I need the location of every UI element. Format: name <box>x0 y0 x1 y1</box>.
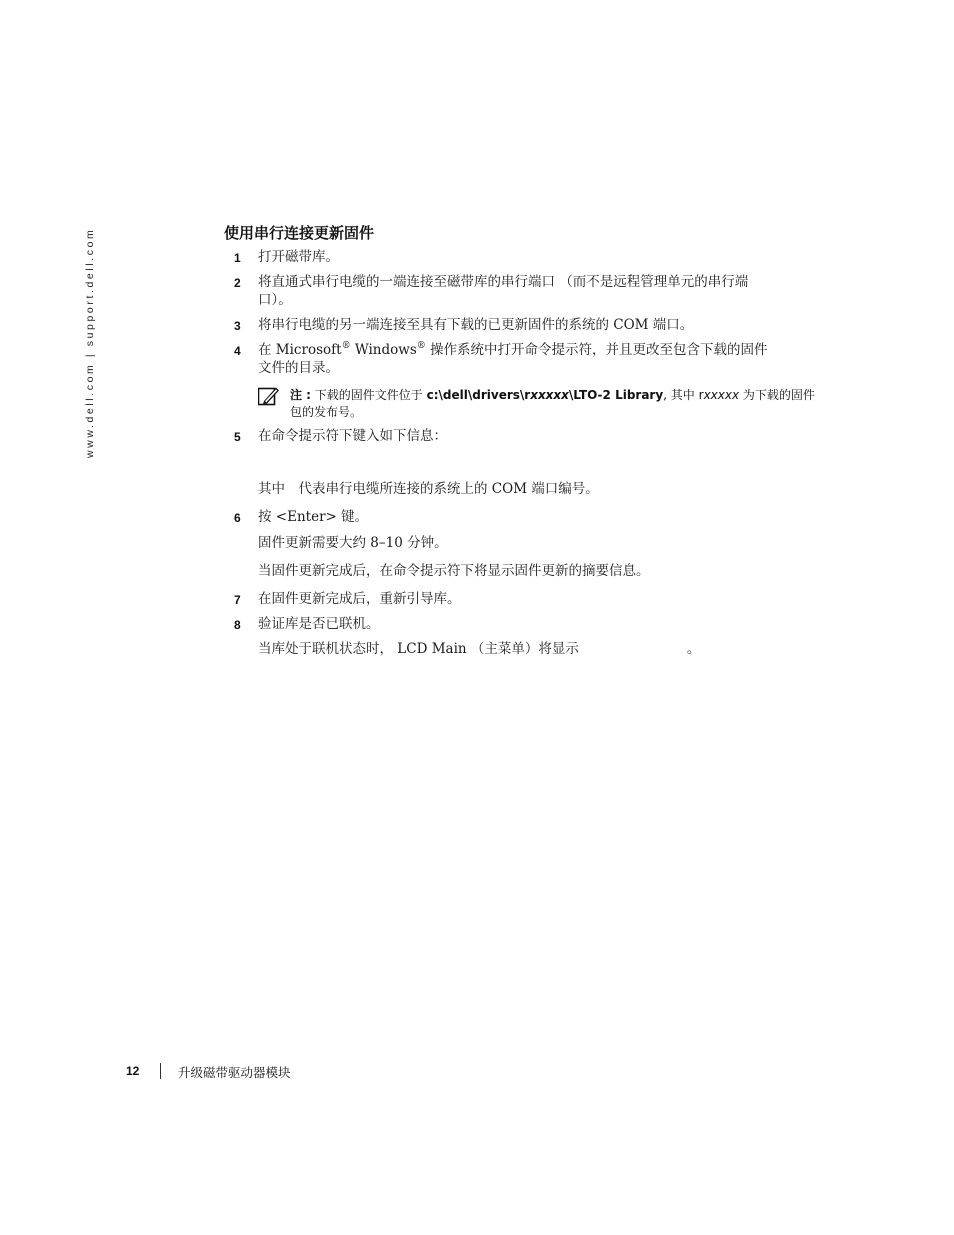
step-number-7: 7 <box>234 593 241 607</box>
step-8-text: 验证库是否已联机。 <box>258 616 380 632</box>
footer-divider <box>160 1063 161 1079</box>
step-6-text: 按 <Enter> 键。 <box>258 509 369 525</box>
note-line-2: 包的发布号。 <box>290 405 363 419</box>
step-4-microsoft: 在 Microsoft <box>258 342 342 358</box>
step-number-4: 4 <box>234 344 241 358</box>
step-2-text-line-1: 将直通式串行电缆的一端连接至磁带库的串行端口 （而不是远程管理单元的串行端 <box>258 274 749 290</box>
registered-mark: ® <box>416 340 426 351</box>
step-3-text: 将串行电缆的另一端连接至具有下载的已更新固件的系统的 COM 端口。 <box>258 317 694 333</box>
note-var-2: xxxxx <box>703 388 740 402</box>
step-1-text: 打开磁带库。 <box>258 249 339 265</box>
step-number-2: 2 <box>234 276 241 290</box>
online-paragraph: 当库处于联机状态时， LCD Main （主菜单）将显示 。 <box>258 641 701 657</box>
step-number-8: 8 <box>234 618 241 632</box>
note-label: 注 : <box>290 388 311 402</box>
page-number: 12 <box>126 1064 140 1078</box>
step-4-text-line-1 <box>258 341 768 359</box>
duration-paragraph: 固件更新需要大约 8–10 分钟。 <box>258 535 448 551</box>
step-number-6: 6 <box>234 511 241 525</box>
note-line-1 <box>290 387 815 403</box>
step-4-rest: 操作系统中打开命令提示符，并且更改至包含下载的固件 <box>425 342 768 358</box>
step-5-text: 在命令提示符下键入如下信息： <box>258 428 447 444</box>
step-number-3: 3 <box>234 319 241 333</box>
step-7-text: 在固件更新完成后，重新引导库。 <box>258 591 461 607</box>
note-pencil-icon <box>258 386 280 406</box>
note-path-var: xxxxx <box>530 388 569 402</box>
step-4-text-line-2: 文件的目录。 <box>258 360 339 376</box>
com-port-paragraph: 其中 代表串行电缆所连接的系统上的 COM 端口编号。 <box>258 481 599 497</box>
note-path-a: c:\dell\drivers\r <box>426 388 531 402</box>
step-4-windows: Windows <box>350 342 417 358</box>
note-path-b: \LTO-2 Library <box>568 388 664 402</box>
side-url: www.dell.com | support.dell.com <box>84 227 96 458</box>
footer-chapter-title: 升级磁带驱动器模块 <box>178 1065 291 1080</box>
step-2-text-line-2: 口）。 <box>258 292 292 308</box>
step-number-5: 5 <box>234 430 241 444</box>
registered-mark: ® <box>341 340 351 351</box>
note-text-1: 下载的固件文件位于 <box>310 388 427 402</box>
section-heading: 使用串行连接更新固件 <box>224 224 375 242</box>
summary-paragraph: 当固件更新完成后，在命令提示符下将显示固件更新的摘要信息。 <box>258 563 650 579</box>
note-text-2: , 其中 r <box>663 388 704 402</box>
note-text-3: 为下载的固件 <box>739 388 815 402</box>
step-number-1: 1 <box>234 251 241 265</box>
